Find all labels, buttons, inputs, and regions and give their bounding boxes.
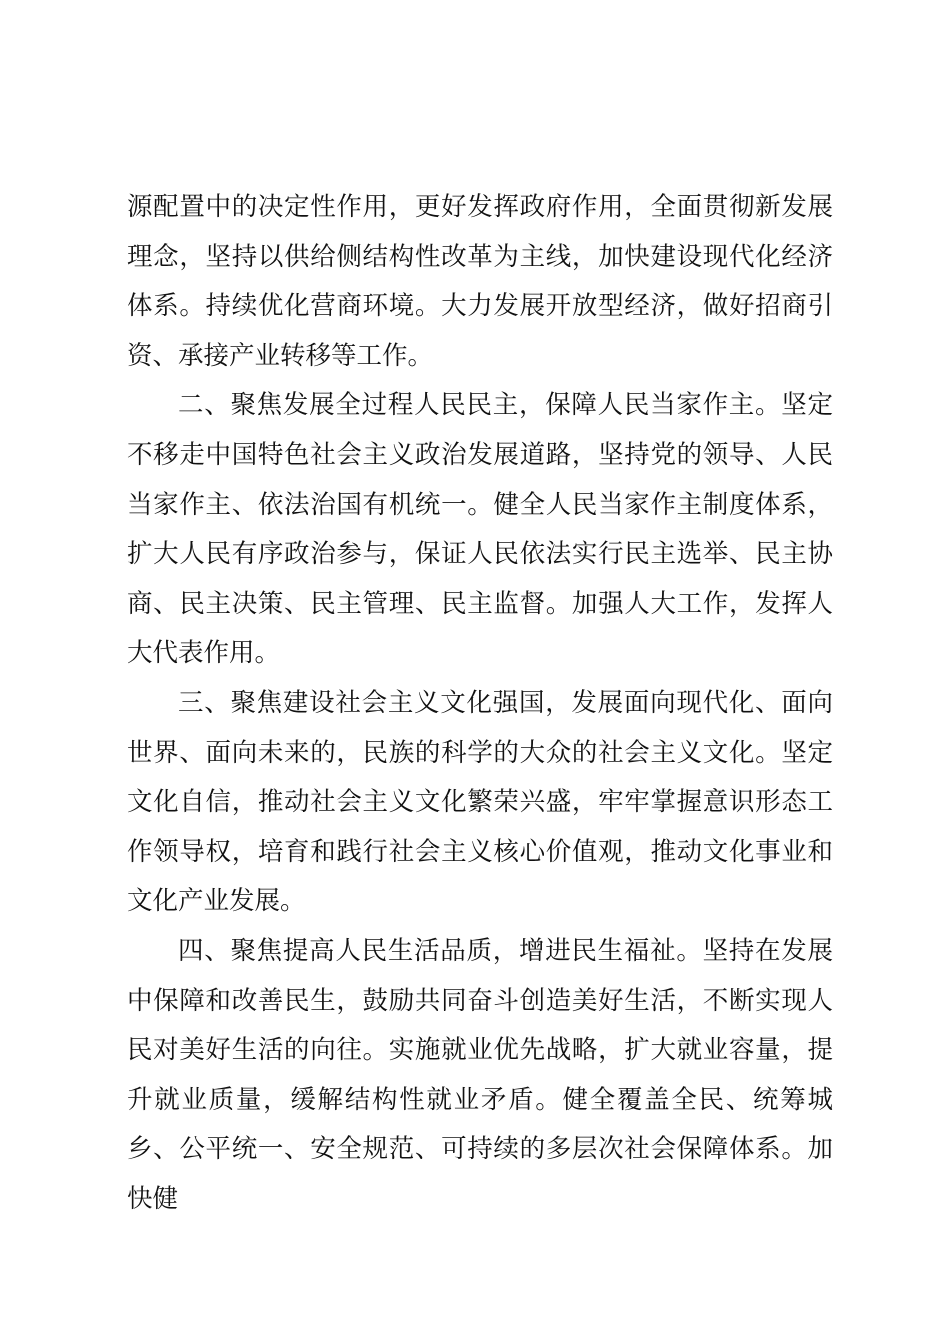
paragraph-1: 源配置中的决定性作用，更好发挥政府作用，全面贯彻新发展理念，坚持以供给侧结构性改革为主线，加快建设现代化经济体系。持续优化营商环境。大力发展开放型经济，做好招商引资、承接产业转移等工作。 [127,192,833,371]
paragraph-2: 二、聚焦发展全过程人民民主，保障人民当家作主。坚定不移走中国特色社会主义政治发展道路，坚持党的领导、人民当家作主、依法治国有机统一。健全人民当家作主制度体系，扩大人民有序政治参与，保证人民依法实行民主选举、民主协商、民主决策、民主管理、民主监督。加强人大工作，发挥人大代表作用。 [127,390,833,669]
body-text [127,183,833,1224]
paragraph-3: 三、聚焦建设社会主义文化强国，发展面向现代化、面向世界、面向未来的，民族的科学的大众的社会主义文化。坚定文化自信，推动社会主义文化繁荣兴盛，牢牢掌握意识形态工作领导权，培育和践行社会主义核心价值观，推动文化事业和文化产业发展。 [127,687,833,917]
paragraph-4: 四、聚焦提高人民生活品质，增进民生福祉。坚持在发展中保障和改善民生，鼓励共同奋斗创造美好生活，不断实现人民对美好生活的向往。实施就业优先战略，扩大就业容量，提升就业质量，缓解结构性就业矛盾。健全覆盖全民、统筹城乡、公平统一、安全规范、可持续的多层次社会保障体系。加快健 [127,935,833,1214]
